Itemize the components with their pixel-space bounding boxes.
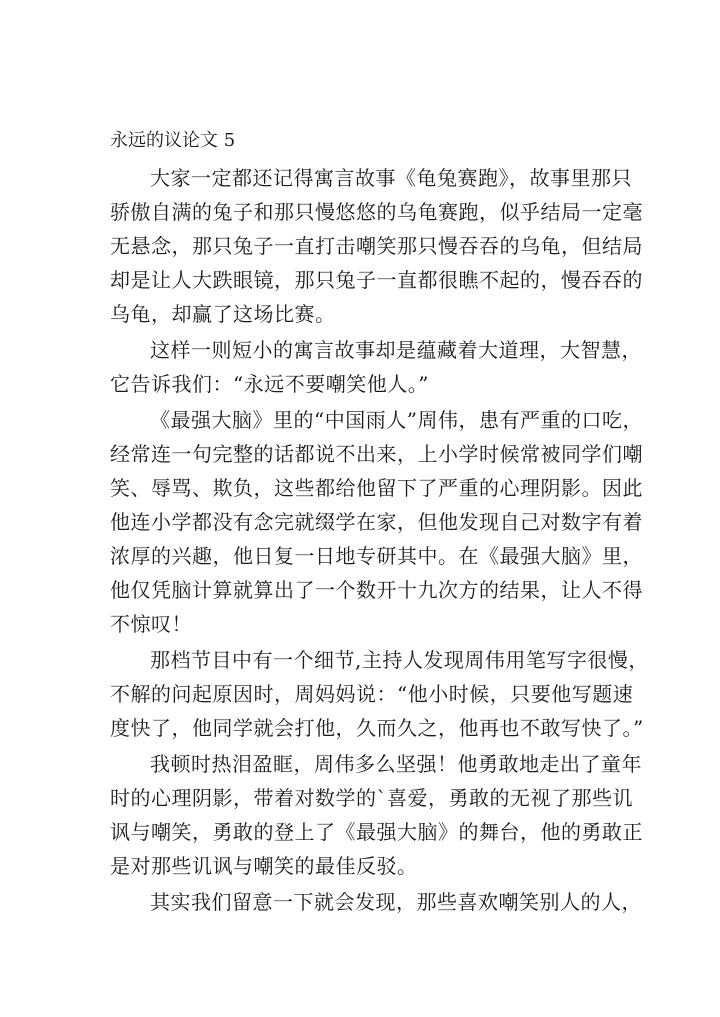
text-line: 他仅凭脑计算就算出了一个数开十九次方的结果，让人不得: [110, 578, 643, 602]
text-line: 骄傲自满的兔子和那只慢悠悠的乌龟赛跑，似乎结局一定毫: [110, 200, 643, 224]
text-line: 不惊叹！: [110, 612, 192, 636]
text-line: 讽与嘲笑，勇敢的登上了《最强大脑》的舞台，他的勇敢正: [110, 820, 643, 844]
text-line: 它告诉我们：“永远不要嘲笑他人。”: [110, 372, 429, 396]
text-line: 大家一定都还记得寓言故事《龟兔赛跑》，故事里那只: [150, 166, 632, 190]
text-line: 笑、辱骂、欺负，这些都给他留下了严重的心理阴影。因此: [110, 476, 643, 500]
text-line: 却是让人大跌眼镜，那只兔子一直都很瞧不起的，慢吞吞的: [110, 268, 643, 292]
document-title: 永远的议论文 5: [110, 130, 236, 151]
text-line: 不解的问起原因时，周妈妈说：“他小时候，只要他写题速: [110, 682, 634, 706]
text-line: 他连小学都没有念完就缀学在家，但他发现自己对数字有着: [110, 510, 643, 534]
text-line: 《最强大脑》里的“中国雨人”周伟，患有严重的口吃，: [150, 408, 643, 432]
text-line: 时的心理阴影，带着对数学的`喜爱，勇敢的无视了那些讥: [110, 786, 633, 810]
text-line: 乌龟，却赢了这场比赛。: [110, 302, 336, 326]
text-line: 这样一则短小的寓言故事却是蕴藏着大道理，大智慧，: [150, 338, 642, 362]
text-line: 度快了，他同学就会打他，久而久之，他再也不敢写快了。”: [110, 716, 644, 740]
text-line: 经常连一句完整的话都说不出来，上小学时候常被同学们嘲: [110, 442, 643, 466]
text-line: 其实我们留意一下就会发现，那些喜欢嘲笑别人的人，: [150, 890, 642, 914]
text-line: 那档节目中有一个细节,主持人发现周伟用笔写字很慢，: [150, 648, 649, 672]
text-line: 无悬念，那只兔子一直打击嘲笑那只慢吞吞的乌龟，但结局: [110, 234, 643, 258]
text-line: 浓厚的兴趣，他日复一日地专研其中。在《最强大脑》里，: [110, 544, 643, 568]
text-line: 是对那些讥讽与嘲笑的最佳反驳。: [110, 854, 418, 878]
text-line: 我顿时热泪盈眶，周伟多么坚强！他勇敢地走出了童年: [150, 752, 642, 776]
